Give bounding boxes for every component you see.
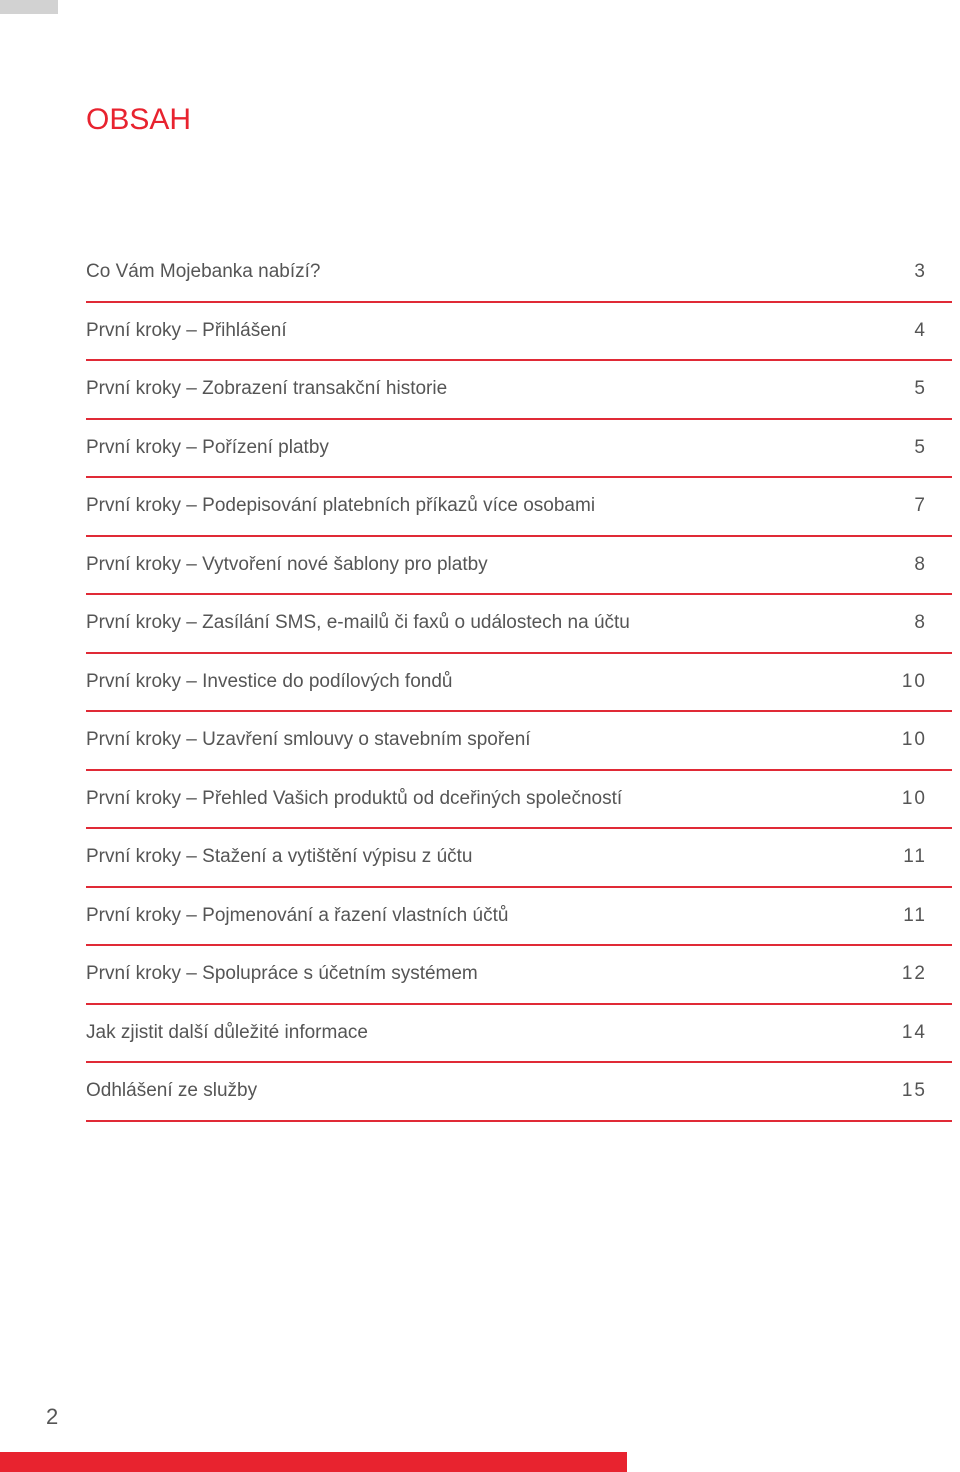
toc-item-title: První kroky – Vytvoření nové šablony pro platby — [86, 553, 488, 575]
toc-item-page: 15 — [901, 1080, 927, 1102]
toc-row — [86, 771, 952, 830]
page-number: 2 — [46, 1404, 59, 1429]
toc-row — [86, 1005, 952, 1064]
toc-item-title: První kroky – Stažení a vytištění výpisu z účtu — [86, 846, 473, 868]
toc-item-page: 10 — [901, 787, 927, 809]
page-title: OBSAH — [86, 103, 192, 136]
toc-row — [86, 595, 952, 654]
toc-row — [86, 946, 952, 1005]
toc-item-title: Odhlášení ze služby — [86, 1080, 258, 1102]
toc-item-page: 11 — [903, 904, 927, 926]
toc-item-title: Jak zjistit další důležité informace — [86, 1021, 368, 1043]
toc-row — [86, 420, 952, 479]
toc-item-title: Co Vám Mojebanka nabízí? — [86, 261, 321, 283]
toc-item-page: 10 — [901, 729, 927, 751]
toc-item-page: 4 — [914, 319, 927, 341]
toc-item-title: První kroky – Investice do podílových fondů — [86, 670, 453, 692]
toc-item-page: 3 — [914, 261, 927, 283]
toc-item-page: 7 — [914, 495, 927, 517]
toc-item-page: 8 — [914, 612, 927, 634]
corner-tab-decoration — [0, 0, 58, 14]
toc-item-title: První kroky – Zobrazení transakční historie — [86, 378, 448, 400]
toc-item-page: 14 — [901, 1021, 927, 1043]
bottom-accent-bar — [0, 1452, 627, 1472]
toc-row — [86, 478, 952, 537]
toc-item-page: 12 — [901, 963, 927, 985]
toc-item-page: 10 — [901, 670, 927, 692]
toc-item-title: První kroky – Pojmenování a řazení vlastních účtů — [86, 904, 509, 926]
toc-row — [86, 829, 952, 888]
toc-row — [86, 537, 952, 596]
toc-row — [86, 244, 952, 303]
toc-row — [86, 1063, 952, 1122]
toc-item-title: První kroky – Uzavření smlouvy o stavebním spoření — [86, 729, 531, 751]
toc-item-page: 5 — [914, 436, 927, 458]
toc-item-title: První kroky – Pořízení platby — [86, 436, 329, 458]
toc-item-page: 11 — [903, 846, 927, 868]
toc-item-title: První kroky – Podepisování platebních příkazů více osobami — [86, 495, 596, 517]
toc-item-title: První kroky – Spolupráce s účetním systémem — [86, 963, 478, 985]
toc-row — [86, 303, 952, 362]
toc-item-page: 8 — [914, 553, 927, 575]
table-of-contents — [86, 244, 952, 1122]
toc-item-title: První kroky – Přihlášení — [86, 319, 287, 341]
toc-row — [86, 712, 952, 771]
toc-item-title: První kroky – Zasílání SMS, e-mailů či faxů o událostech na účtu — [86, 612, 630, 634]
toc-item-title: První kroky – Přehled Vašich produktů od dceřiných společností — [86, 787, 623, 809]
toc-row — [86, 654, 952, 713]
toc-row — [86, 361, 952, 420]
toc-row — [86, 888, 952, 947]
toc-item-page: 5 — [914, 378, 927, 400]
